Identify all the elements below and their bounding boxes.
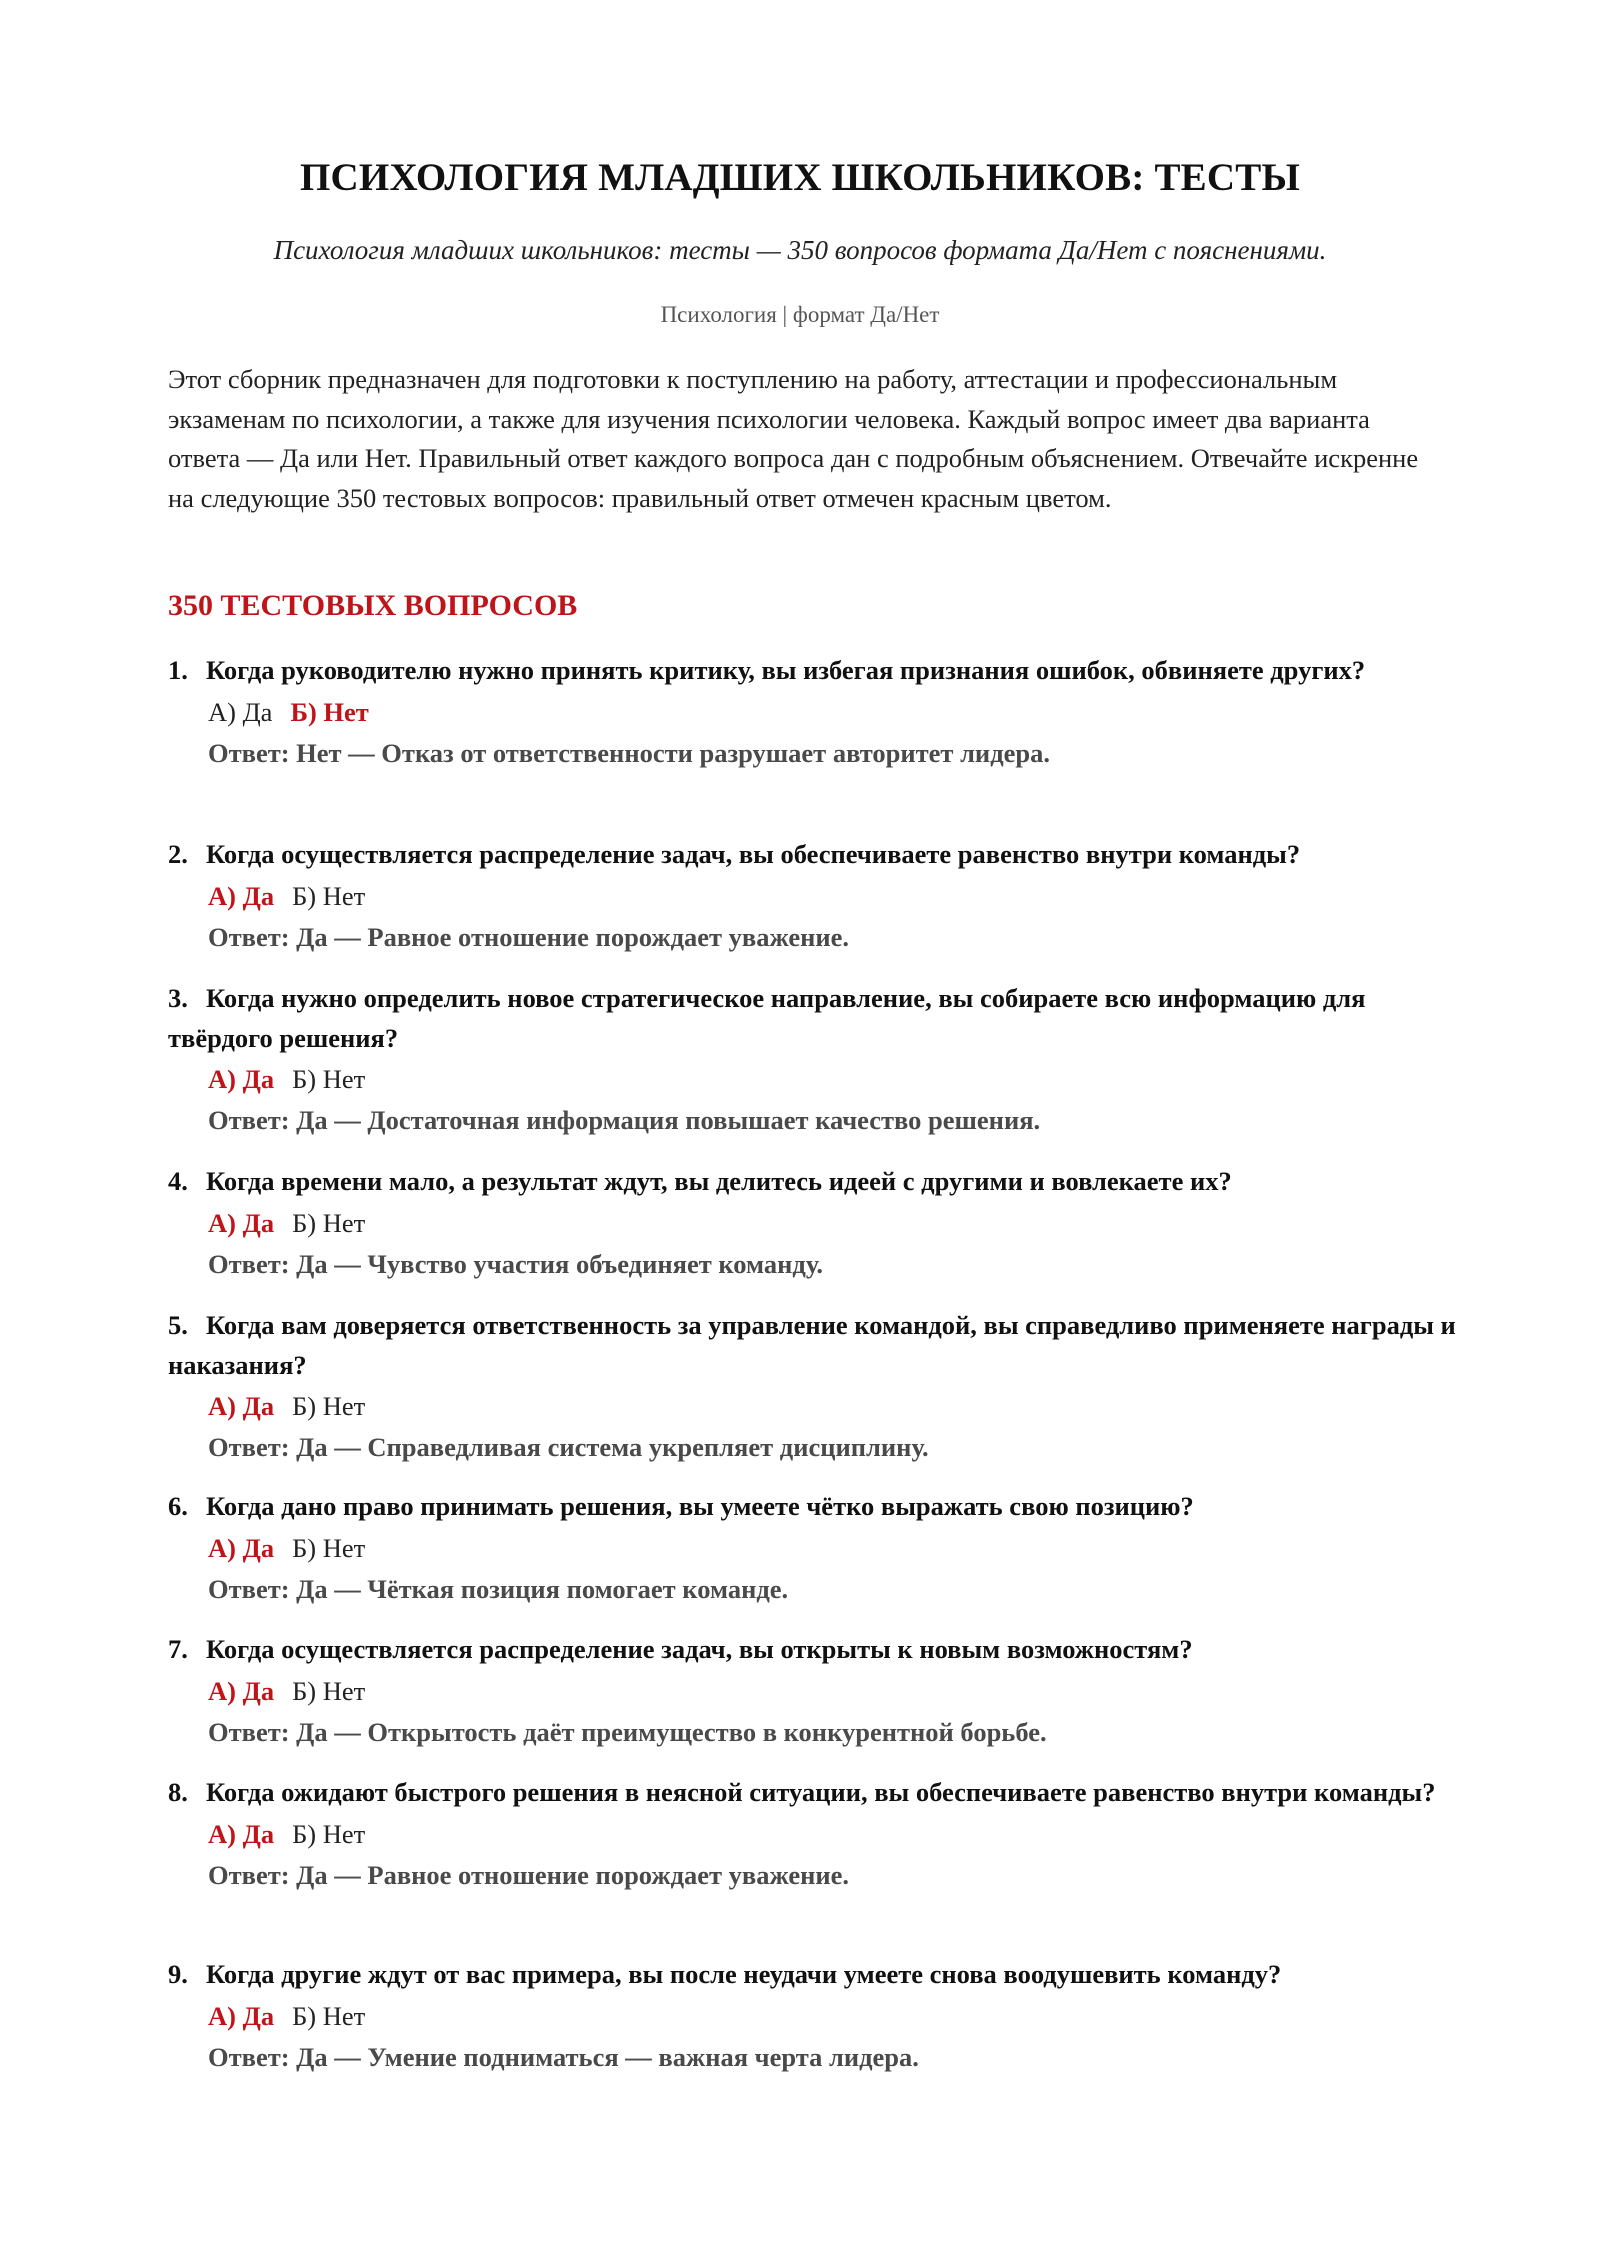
question-text bbox=[168, 835, 1458, 875]
answer-explanation: Ответ: Да — Достаточная информация повышает качество решения. bbox=[208, 1105, 1041, 1135]
answer-explanation: Ответ: Нет — Отказ от ответственности разрушает авторитет лидера. bbox=[208, 737, 1050, 768]
answer-options bbox=[168, 1385, 1458, 1427]
answer-explanation: Ответ: Да — Умение подниматься — важная черта лидера. bbox=[208, 2041, 919, 2072]
question-body: Когда нужно определить новое стратегическое направление, вы собираете всю информацию для твёрдого решения? bbox=[168, 983, 1366, 1053]
section-heading: 350 ТЕСТОВЫХ ВОПРОСОВ bbox=[168, 589, 578, 622]
document-title: ПСИХОЛОГИЯ МЛАДШИХ ШКОЛЬНИКОВ: ТЕСТЫ bbox=[300, 156, 1300, 199]
question-item bbox=[168, 1487, 1458, 1609]
option-a: А) Да bbox=[208, 696, 273, 727]
answer-options bbox=[168, 875, 1458, 917]
question-number: 2. bbox=[168, 839, 188, 869]
question-item bbox=[168, 1630, 1458, 1752]
question-text bbox=[168, 979, 1458, 1058]
option-a: А) Да bbox=[208, 1207, 275, 1238]
question-body: Когда вам доверяется ответственность за управление командой, вы справедливо применяете награды и наказания? bbox=[168, 1310, 1456, 1380]
question-body: Когда времени мало, а результат ждут, вы делитесь идеей с другими и вовлекаете их? bbox=[206, 1166, 1232, 1196]
question-number: 9. bbox=[168, 1959, 188, 1989]
option-a: А) Да bbox=[208, 1391, 275, 1421]
answer-options bbox=[168, 1995, 1458, 2037]
option-a: А) Да bbox=[208, 1818, 275, 1849]
option-b: Б) Нет bbox=[292, 1064, 366, 1094]
option-a: А) Да bbox=[208, 880, 275, 911]
document-subtitle: Психология младших школьников: тесты — 350 вопросов формата Да/Нет с пояснениями. bbox=[273, 235, 1327, 265]
question-text bbox=[168, 651, 1458, 691]
question-body: Когда осуществляется распределение задач, вы обеспечиваете равенство внутри команды? bbox=[206, 839, 1301, 869]
option-b: Б) Нет bbox=[292, 1532, 366, 1563]
question-item bbox=[168, 651, 1458, 773]
question-body: Когда осуществляется распределение задач, вы открыты к новым возможностям? bbox=[206, 1634, 1193, 1664]
question-text bbox=[168, 1630, 1458, 1670]
question-body: Когда другие ждут от вас примера, вы после неудачи умеете снова воодушевить команду? bbox=[206, 1959, 1282, 1989]
answer-explanation: Ответ: Да — Чувство участия объединяет команду. bbox=[208, 1248, 824, 1279]
question-number: 6. bbox=[168, 1491, 188, 1521]
option-b: Б) Нет bbox=[292, 1391, 366, 1421]
question-body: Когда дано право принимать решения, вы умеете чётко выражать свою позицию? bbox=[206, 1491, 1194, 1521]
option-b: Б) Нет bbox=[292, 1675, 366, 1706]
option-a: А) Да bbox=[208, 2000, 275, 2031]
option-b: Б) Нет bbox=[292, 2000, 366, 2031]
option-b: Б) Нет bbox=[290, 696, 369, 727]
answer-options bbox=[168, 1527, 1458, 1569]
question-body: Когда руководителю нужно принять критику, вы избегая признания ошибок, обвиняете других? bbox=[206, 655, 1366, 685]
question-item bbox=[168, 1162, 1458, 1284]
answer-options bbox=[168, 691, 1458, 733]
question-item bbox=[168, 1773, 1458, 1895]
question-number: 8. bbox=[168, 1777, 188, 1807]
answer-explanation: Ответ: Да — Чёткая позиция помогает команде. bbox=[208, 1573, 789, 1604]
question-text bbox=[168, 1162, 1458, 1202]
question-text bbox=[168, 1955, 1458, 1995]
option-a: А) Да bbox=[208, 1675, 275, 1706]
answer-explanation: Ответ: Да — Справедливая система укрепляет дисциплину. bbox=[208, 1432, 929, 1462]
question-number: 1. bbox=[168, 655, 188, 685]
option-a: А) Да bbox=[208, 1064, 275, 1094]
option-b: Б) Нет bbox=[292, 880, 366, 911]
question-text bbox=[168, 1487, 1458, 1527]
answer-options bbox=[168, 1813, 1458, 1855]
question-number: 4. bbox=[168, 1166, 188, 1196]
answer-explanation: Ответ: Да — Равное отношение порождает уважение. bbox=[208, 1859, 850, 1890]
question-text bbox=[168, 1773, 1458, 1813]
question-body: Когда ожидают быстрого решения в неясной ситуации, вы обеспечиваете равенство внутри команды? bbox=[206, 1777, 1436, 1807]
option-b: Б) Нет bbox=[292, 1207, 366, 1238]
intro-paragraph: Этот сборник предназначен для подготовки к поступлению на работу, аттестации и профессиональным экзаменам по психологии, а также для изучения психологии человека. Каждый вопрос имеет два варианта ответа — Да или Нет. Правильный ответ каждого вопроса дан с подробным объяснением. Отвечайте искренне на следующие 350 тестовых вопросов: правильный ответ отмечен красным цветом. bbox=[168, 364, 1419, 513]
answer-explanation: Ответ: Да — Открытость даёт преимущество в конкурентной борьбе. bbox=[208, 1716, 1047, 1747]
option-b: Б) Нет bbox=[292, 1818, 366, 1849]
question-item bbox=[168, 835, 1458, 957]
option-a: А) Да bbox=[208, 1532, 275, 1563]
answer-options bbox=[168, 1058, 1458, 1100]
answer-explanation: Ответ: Да — Равное отношение порождает уважение. bbox=[208, 921, 850, 952]
question-number: 7. bbox=[168, 1634, 188, 1664]
question-item bbox=[168, 1955, 1458, 2077]
question-text bbox=[168, 1306, 1458, 1385]
question-item bbox=[168, 979, 1458, 1140]
question-item bbox=[168, 1306, 1458, 1467]
document-meta: Психология | формат Да/Нет bbox=[660, 302, 940, 327]
answer-options bbox=[168, 1202, 1458, 1244]
answer-options bbox=[168, 1670, 1458, 1712]
question-number: 5. bbox=[168, 1310, 188, 1340]
question-number: 3. bbox=[168, 983, 188, 1013]
